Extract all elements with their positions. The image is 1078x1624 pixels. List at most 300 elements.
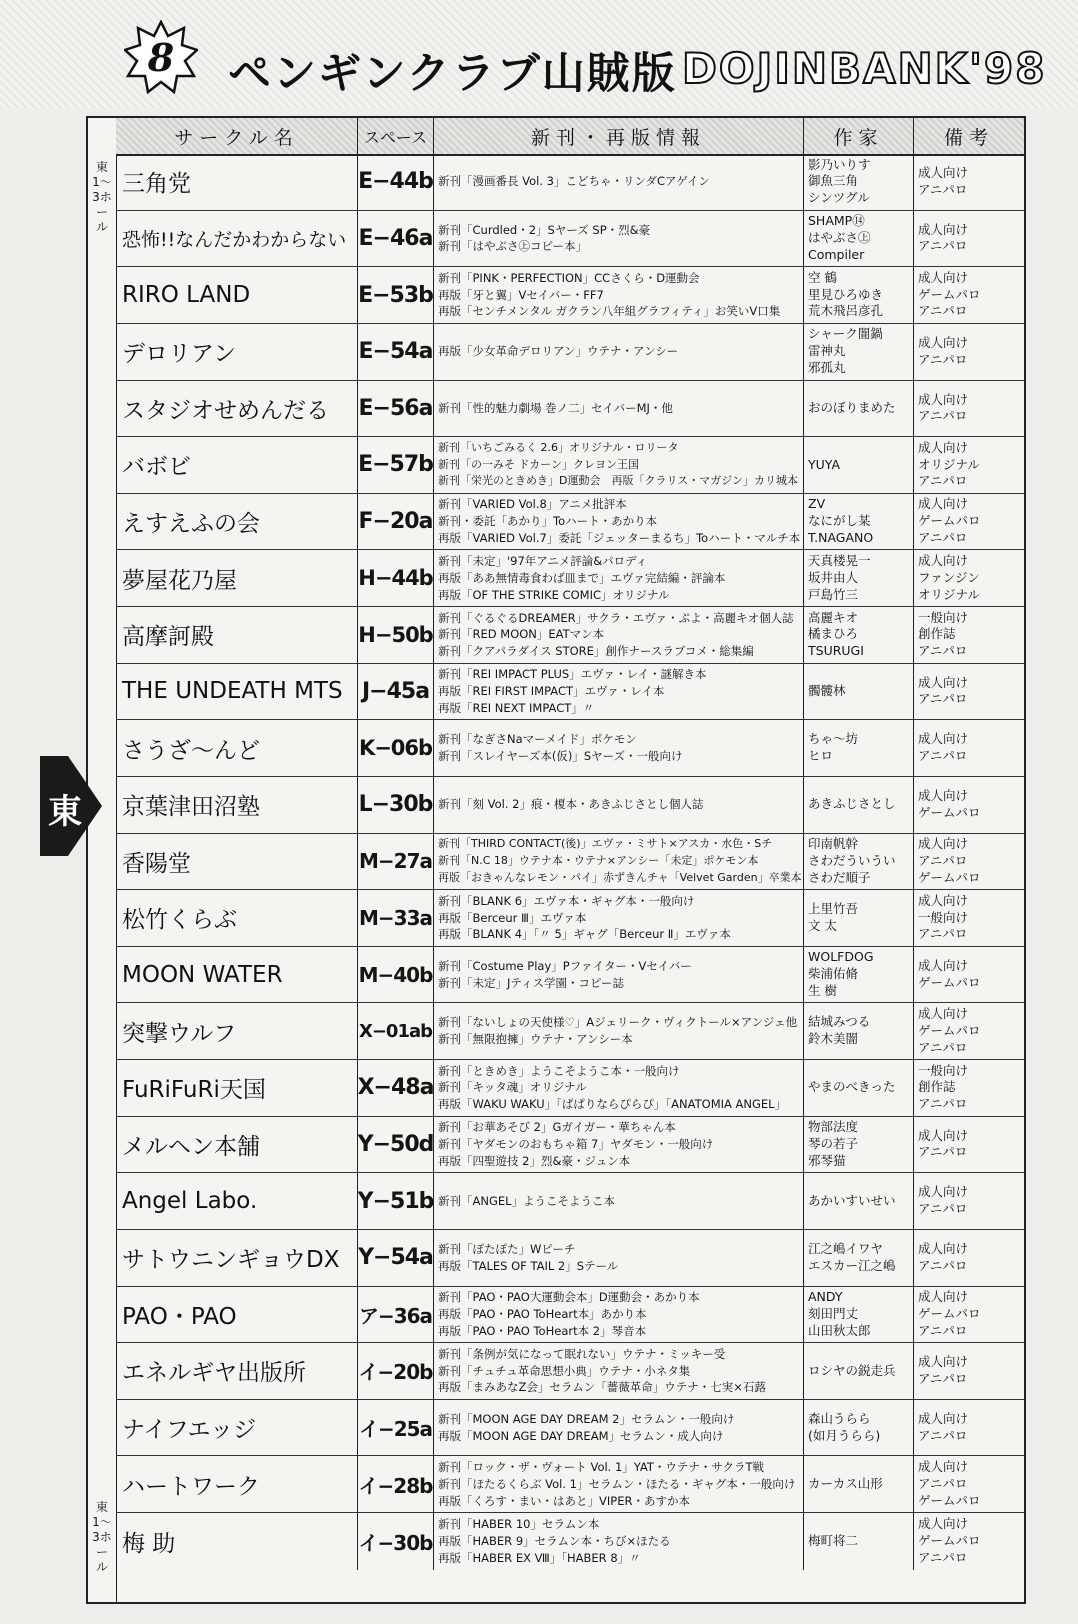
- info-line: 新刊「Curdled・2」Sヤーズ SP・烈&豪: [438, 222, 651, 237]
- space-number: E−46a: [358, 211, 434, 267]
- author-cell: [804, 381, 914, 437]
- column-header-space: スペース: [358, 118, 434, 154]
- author-name: 戸島竹三: [808, 586, 859, 602]
- info-line: 新刊「いちごみるく 2.6」オリジナル・ロリータ: [438, 440, 679, 454]
- author-name: ANDY: [808, 1289, 843, 1305]
- info-line: 新刊「ないしょの天使様♡」Aジェリーク・ヴィクトール×アンジェ他: [438, 1015, 798, 1030]
- remark-tag: ゲームパロ: [918, 974, 981, 990]
- space-number: J−45a: [358, 664, 434, 720]
- circle-name: RIRO LAND: [116, 267, 358, 323]
- author-cell: [804, 437, 914, 493]
- info-line: 再版「PAO・PAO ToHeart本」あかり本: [438, 1306, 647, 1321]
- circle-name: 夢屋花乃屋: [116, 550, 358, 606]
- author-name: ZV: [808, 496, 826, 512]
- circle-name: エネルギヤ出版所: [116, 1343, 358, 1399]
- remark-cell: [914, 834, 1024, 890]
- author-name: WOLFDOG: [808, 949, 874, 965]
- table-row: [116, 834, 1024, 891]
- author-name: さわだういうい: [808, 852, 896, 868]
- author-cell: [804, 211, 914, 267]
- remark-tag: アニパロ: [918, 852, 968, 868]
- author-name: 荒木飛呂彦孔: [808, 303, 884, 319]
- remark-tag: アニパロ: [918, 1475, 968, 1491]
- info-line: 再版「Berceur Ⅲ」エヴァ本: [438, 910, 587, 925]
- author-name: SHAMP⑭: [808, 213, 865, 229]
- table-row: [116, 211, 1024, 268]
- author-cell: [804, 1456, 914, 1512]
- remark-cell: [914, 381, 1024, 437]
- circle-name: ナイフエッジ: [116, 1400, 358, 1456]
- remark-cell: [914, 777, 1024, 833]
- space-number: K−06b: [358, 720, 434, 776]
- remark-cell: [914, 267, 1024, 323]
- column-header-author: 作家: [804, 118, 914, 154]
- author-cell: [804, 324, 914, 380]
- remark-tag: アニパロ: [918, 181, 968, 197]
- info-line: 再版「四聖遊技 2」烈&豪・ジュン本: [438, 1153, 631, 1168]
- info-line: 新刊「ほたるくらぶ Vol. 1」セラムン・ほたる・ギャグ本・一般向け: [438, 1476, 796, 1491]
- remark-tag: ゲームパロ: [918, 286, 981, 302]
- space-number: Y−51b: [358, 1173, 434, 1229]
- remark-cell: [914, 154, 1024, 210]
- circle-name: PAO・PAO: [116, 1287, 358, 1343]
- info-cell: [434, 1117, 804, 1173]
- author-name: 空 鶴: [808, 269, 837, 285]
- table-row: [116, 437, 1024, 494]
- author-cell: [804, 1117, 914, 1173]
- author-name: 影乃いりす: [808, 156, 871, 172]
- remark-tag: 成人向け: [918, 674, 969, 690]
- remark-tag: アニパロ: [918, 529, 968, 545]
- author-cell: [804, 890, 914, 946]
- remark-tag: ゲームパロ: [918, 1305, 981, 1321]
- remark-tag: 創作誌: [918, 626, 956, 642]
- remark-tag: 成人向け: [918, 892, 969, 908]
- author-name: Compiler: [808, 246, 865, 262]
- remark-cell: [914, 1230, 1024, 1286]
- table-row: [116, 1513, 1024, 1570]
- remark-tag: 成人向け: [918, 334, 969, 350]
- space-number: L−30b: [358, 777, 434, 833]
- remark-tag: アニパロ: [918, 1549, 968, 1565]
- info-line: 新刊「未定」'97年アニメ評論&パロディ: [438, 553, 648, 568]
- remark-tag: ゲームパロ: [918, 1492, 981, 1508]
- author-cell: [804, 1060, 914, 1116]
- author-name: 邪琴猫: [808, 1152, 846, 1168]
- info-cell: [434, 1003, 804, 1059]
- table-row: [116, 1060, 1024, 1117]
- remark-tag: 成人向け: [918, 165, 969, 181]
- info-line: 新刊「PAO・PAO大運動会本」D運動会・あかり本: [438, 1290, 700, 1305]
- section-marker-label: 東: [48, 792, 82, 832]
- info-cell: [434, 550, 804, 606]
- info-line: 再版「WAKU WAKU」「ぱぱりならぴらぴ」「ANATOMIA ANGEL」: [438, 1097, 787, 1112]
- remark-tag: 一般向け: [918, 609, 969, 625]
- author-name: ロシヤの鋭走兵: [808, 1362, 896, 1378]
- info-line: 再版「牙と翼」Vセイバー・FF7: [438, 287, 604, 302]
- space-number: Y−50d: [358, 1117, 434, 1173]
- remark-tag: アニパロ: [918, 473, 968, 489]
- author-name: ちゃ〜坊: [808, 731, 859, 747]
- info-line: 新刊「条例が気になって眠れない」ウテナ・ミッキー受: [438, 1346, 726, 1361]
- remark-tag: 成人向け: [918, 221, 969, 237]
- remark-tag: ゲームパロ: [918, 1022, 981, 1038]
- info-line: 再版「少女革命デロリアン」ウテナ・アンシー: [438, 344, 679, 359]
- circle-name: 高摩訶殿: [116, 607, 358, 663]
- info-line: 新刊「性的魅力劇場 巻ノ二」セイバーMJ・他: [438, 400, 673, 415]
- remark-tag: アニパロ: [918, 748, 968, 764]
- remark-tag: 成人向け: [918, 836, 969, 852]
- author-cell: [804, 1230, 914, 1286]
- page-number: 8: [147, 34, 175, 80]
- author-name: 琴の若子: [808, 1136, 859, 1152]
- table-row: [116, 1456, 1024, 1513]
- circle-name: スタジオせめんだる: [116, 381, 358, 437]
- info-line: 新刊「N.C 18」ウテナ本・ウテナ×アンシー「未定」ポケモン本: [438, 853, 759, 867]
- info-line: 新刊「はやぶさ㊤コピー本」: [438, 239, 588, 254]
- circle-name: デロリアン: [116, 324, 358, 380]
- circle-name: MOON WATER: [116, 947, 358, 1003]
- author-name: 柴浦佑脩: [808, 966, 859, 982]
- remark-tag: 成人向け: [918, 439, 969, 455]
- remark-tag: 成人向け: [918, 1127, 969, 1143]
- remark-tag: アニパロ: [918, 1322, 968, 1338]
- space-number: イ−28b: [358, 1456, 434, 1512]
- space-number: E−57b: [358, 437, 434, 493]
- info-line: 再版「BLANK 4」「〃 5」ギャグ「Berceur Ⅱ」エヴァ本: [438, 927, 731, 942]
- circle-name: 京葉津田沼塾: [116, 777, 358, 833]
- remark-tag: 成人向け: [918, 391, 969, 407]
- author-name: はやぶさ㊤: [808, 230, 871, 246]
- table-row: [116, 1117, 1024, 1174]
- remark-tag: 創作誌: [918, 1079, 956, 1095]
- remark-tag: アニパロ: [918, 1201, 968, 1217]
- space-number: H−44b: [358, 550, 434, 606]
- remark-cell: [914, 890, 1024, 946]
- table-row: [116, 550, 1024, 607]
- remark-tag: 成人向け: [918, 731, 969, 747]
- remark-cell: [914, 607, 1024, 663]
- space-number: イ−20b: [358, 1343, 434, 1399]
- info-line: 新刊「ヤダモンのおもちゃ箱 7」ヤダモン・一般向け: [438, 1137, 714, 1152]
- remark-tag: 成人向け: [918, 1240, 969, 1256]
- author-name: T.NAGANO: [808, 529, 874, 545]
- author-name: 江之嶋イワヤ: [808, 1240, 884, 1256]
- remark-tag: 成人向け: [918, 269, 969, 285]
- remark-tag: 一般向け: [918, 909, 969, 925]
- author-name: 御魚三角: [808, 173, 859, 189]
- author-name: 上里竹吾: [808, 901, 859, 917]
- remark-tag: 一般向け: [918, 1062, 969, 1078]
- circle-name: サトウニンギョウDX: [116, 1230, 358, 1286]
- author-name: 坂井由人: [808, 569, 859, 585]
- table-row: [116, 1343, 1024, 1400]
- remark-tag: 成人向け: [918, 1458, 969, 1474]
- table-row: [116, 664, 1024, 721]
- info-cell: [434, 381, 804, 437]
- remark-cell: [914, 437, 1024, 493]
- table-row: [116, 890, 1024, 947]
- info-line: 再版「REI FIRST IMPACT」エヴァ・レイ本: [438, 684, 665, 699]
- remark-cell: [914, 1287, 1024, 1343]
- remark-tag: ゲームパロ: [918, 513, 981, 529]
- info-cell: [434, 1287, 804, 1343]
- table-row: [116, 1003, 1024, 1060]
- hall-label-bottom: 東1〜3ホール: [92, 1500, 112, 1574]
- info-line: 再版「HABER 9」セラムン本・ちび×ほたる: [438, 1533, 671, 1548]
- info-line: 新刊「THIRD CONTACT(後)」エヴァ・ミサト×アスカ・水色・Sチ: [438, 837, 773, 851]
- info-cell: [434, 947, 804, 1003]
- info-line: 新刊「ときめき」ようこそようこ本・一般向け: [438, 1063, 680, 1078]
- remark-tag: アニパロ: [918, 1427, 968, 1443]
- info-line: 再版「おきゃんなレモン・パイ」赤ずきんチャ「Velvet Garden」卒業本: [438, 870, 802, 884]
- table-body: [116, 154, 1024, 1602]
- info-line: 新刊「キッタ魂」オリジナル: [438, 1080, 587, 1095]
- table-row: [116, 607, 1024, 664]
- info-line: 新刊「Costume Play」Pファイター・Vセイバー: [438, 958, 692, 973]
- info-cell: [434, 1173, 804, 1229]
- circle-name: 三角党: [116, 154, 358, 210]
- circle-name: THE UNDEATH MTS: [116, 664, 358, 720]
- space-number: M−27a: [358, 834, 434, 890]
- info-cell: [434, 834, 804, 890]
- remark-tag: 成人向け: [918, 496, 969, 512]
- info-line: 新刊「の一みそ ドカーン」クレヨン王国: [438, 457, 639, 471]
- circle-table: [86, 116, 1026, 1604]
- author-cell: [804, 947, 914, 1003]
- info-line: 新刊「ロック・ザ・ヴォート Vol. 1」YAT・ウテナ・サクラT戦: [438, 1459, 764, 1474]
- info-line: 新刊「ぐるぐるDREAMER」サクラ・エヴァ・ぷよ・高麗キオ個人誌: [438, 610, 794, 625]
- info-cell: [434, 664, 804, 720]
- info-cell: [434, 154, 804, 210]
- space-number: E−56a: [358, 381, 434, 437]
- info-line: 新刊「刻 Vol. 2」痕・榎本・あきふじさとし個人誌: [438, 797, 704, 812]
- author-name: 森山うらら: [808, 1410, 871, 1426]
- remark-tag: アニパロ: [918, 238, 968, 254]
- space-number: E−44b: [358, 154, 434, 210]
- remark-cell: [914, 211, 1024, 267]
- space-number: H−50b: [358, 607, 434, 663]
- space-number: X−01ab: [358, 1003, 434, 1059]
- info-line: 新刊「未定」Jティス学園・コピー誌: [438, 975, 625, 990]
- remark-tag: オリジナル: [918, 456, 980, 472]
- remark-tag: アニパロ: [918, 691, 968, 707]
- info-cell: [434, 211, 804, 267]
- remark-tag: 成人向け: [918, 1354, 969, 1370]
- table-row: [116, 1287, 1024, 1344]
- remark-tag: 成人向け: [918, 552, 969, 568]
- author-name: 生 樹: [808, 982, 837, 998]
- author-cell: [804, 1343, 914, 1399]
- info-cell: [434, 1456, 804, 1512]
- info-cell: [434, 1230, 804, 1286]
- circle-name: 松竹くらぶ: [116, 890, 358, 946]
- remark-tag: アニパロ: [918, 351, 968, 367]
- author-name: 髑髏林: [808, 683, 846, 699]
- table-row: [116, 947, 1024, 1004]
- space-number: F−20a: [358, 494, 434, 550]
- circle-name: 香陽堂: [116, 834, 358, 890]
- info-cell: [434, 1060, 804, 1116]
- remark-tag: ゲームパロ: [918, 869, 981, 885]
- remark-tag: アニパロ: [918, 1039, 968, 1055]
- author-name: なにがし某: [808, 513, 871, 529]
- info-line: 再版「ああ無情毒食わば皿まで」エヴァ完結編・評論本: [438, 570, 726, 585]
- info-line: 新刊「栄光のときめき」D運動会 再版「クラリス・マガジン」カリ城本: [438, 474, 798, 488]
- author-name: TSURUGI: [808, 643, 864, 659]
- author-name: YUYA: [808, 456, 841, 472]
- info-line: 再版「OF THE STRIKE COMIC」オリジナル: [438, 587, 670, 602]
- author-name: 物部法度: [808, 1119, 859, 1135]
- info-line: 再版「センチメンタル ガクラン八年組グラフィティ」お笑いV口集: [438, 304, 781, 319]
- page-title: ペンギンクラブ山賊版: [228, 49, 677, 99]
- column-header-info: 新刊・再版情報: [434, 118, 804, 154]
- author-name: 梅町将二: [808, 1532, 859, 1548]
- info-line: 再版「REI NEXT IMPACT」〃: [438, 700, 595, 715]
- remark-tag: 成人向け: [918, 1289, 969, 1305]
- circle-name: Angel Labo.: [116, 1173, 358, 1229]
- info-line: 新刊「漫画番長 Vol. 3」こどちゃ・リンダCアゲイン: [438, 174, 710, 189]
- table-row: [116, 1230, 1024, 1287]
- space-number: E−53b: [358, 267, 434, 323]
- remark-tag: アニパロ: [918, 1257, 968, 1273]
- info-line: 新刊「VARIED Vol.8」アニメ批評本: [438, 497, 627, 512]
- remark-tag: アニパロ: [918, 1144, 968, 1160]
- remark-cell: [914, 324, 1024, 380]
- column-header-name: サークル名: [116, 118, 358, 154]
- circle-name: バボビ: [116, 437, 358, 493]
- info-cell: [434, 1400, 804, 1456]
- remark-tag: 成人向け: [918, 1184, 969, 1200]
- page-number-badge: [124, 20, 198, 94]
- info-line: 新刊「PINK・PERFECTION」CCさくら・D運動会: [438, 270, 700, 285]
- space-number: イ−30b: [358, 1513, 434, 1570]
- author-cell: [804, 664, 914, 720]
- remark-cell: [914, 1173, 1024, 1229]
- remark-tag: アニパロ: [918, 926, 968, 942]
- table-row: [116, 1173, 1024, 1230]
- remark-tag: オリジナル: [918, 586, 980, 602]
- author-name: シャーク闇鍋: [808, 326, 883, 342]
- author-name: あかいすいせい: [808, 1192, 896, 1208]
- table-row: [116, 154, 1024, 211]
- author-name: シンツグル: [808, 190, 870, 206]
- remark-tag: ゲームパロ: [918, 1532, 981, 1548]
- info-line: 新刊「チュチュ革命思想小典」ウテナ・小ネタ集: [438, 1363, 691, 1378]
- info-cell: [434, 720, 804, 776]
- info-line: 再版「HABER EX Ⅷ」「HABER 8」〃: [438, 1550, 641, 1565]
- remark-cell: [914, 550, 1024, 606]
- remark-tag: ファンジン: [918, 569, 980, 585]
- remark-cell: [914, 1400, 1024, 1456]
- author-name: (如月うらら): [808, 1427, 881, 1443]
- info-line: 新刊「BLANK 6」エヴァ本・ギャグ本・一般向け: [438, 893, 695, 908]
- remark-cell: [914, 947, 1024, 1003]
- author-name: 結城みつる: [808, 1014, 871, 1030]
- table-row: [116, 494, 1024, 551]
- author-name: 里見ひろゆき: [808, 286, 884, 302]
- remark-tag: 成人向け: [918, 1410, 969, 1426]
- author-cell: [804, 1003, 914, 1059]
- author-name: エスカー江之嶋: [808, 1257, 896, 1273]
- info-line: 新刊「HABER 10」セラムン本: [438, 1517, 600, 1532]
- space-number: Y−54a: [358, 1230, 434, 1286]
- author-cell: [804, 777, 914, 833]
- info-cell: [434, 1513, 804, 1570]
- space-number: ア−36a: [358, 1287, 434, 1343]
- space-number: M−33a: [358, 890, 434, 946]
- remark-tag: アニパロ: [918, 408, 968, 424]
- table-row: [116, 324, 1024, 381]
- remark-cell: [914, 1117, 1024, 1173]
- author-cell: [804, 607, 914, 663]
- info-line: 新刊「REI IMPACT PLUS」エヴァ・レイ・謎解き本: [438, 667, 707, 682]
- author-name: おのぼりまめた: [808, 399, 896, 415]
- author-name: 天真楼晃一: [808, 552, 871, 568]
- table-header: [116, 118, 1024, 156]
- author-cell: [804, 154, 914, 210]
- remark-tag: ゲームパロ: [918, 804, 981, 820]
- space-number: M−40b: [358, 947, 434, 1003]
- author-name: さわだ順子: [808, 869, 871, 885]
- author-name: 鈴木美闇: [808, 1031, 859, 1047]
- info-line: 新刊・委託「あかり」Toハート・あかり本: [438, 514, 658, 529]
- circle-name: えすえふの会: [116, 494, 358, 550]
- remark-cell: [914, 1343, 1024, 1399]
- info-line: 再版「VARIED Vol.7」委託「ジェッターまるち」Toハート・マルチ本: [438, 530, 801, 545]
- remark-tag: アニパロ: [918, 1370, 968, 1386]
- info-cell: [434, 1343, 804, 1399]
- space-number: E−54a: [358, 324, 434, 380]
- author-cell: [804, 494, 914, 550]
- info-line: 新刊「お華あそび 2」Gガイガー・華ちゃん本: [438, 1120, 676, 1135]
- circle-name: メルヘン本舗: [116, 1117, 358, 1173]
- remark-cell: [914, 1513, 1024, 1570]
- remark-tag: アニパロ: [918, 643, 968, 659]
- remark-tag: 成人向け: [918, 787, 969, 803]
- space-number: X−48a: [358, 1060, 434, 1116]
- table-row: [116, 720, 1024, 777]
- section-marker: [40, 756, 102, 856]
- author-name: 雷神丸: [808, 343, 846, 359]
- author-cell: [804, 1173, 914, 1229]
- remark-tag: 成人向け: [918, 1005, 969, 1021]
- info-line: 再版「まみあなZ会」セラムン「薔薇革命」ウテナ・七実×石蕗: [438, 1380, 766, 1395]
- circle-name: ハートワーク: [116, 1456, 358, 1512]
- author-name: 文 太: [808, 917, 837, 933]
- circle-name: さうざ〜んど: [116, 720, 358, 776]
- circle-name: FuRiFuRi天国: [116, 1060, 358, 1116]
- circle-name: 突撃ウルフ: [116, 1003, 358, 1059]
- author-name: 橘まひろ: [808, 626, 859, 642]
- remark-tag: 成人向け: [918, 1516, 969, 1532]
- remark-tag: アニパロ: [918, 303, 968, 319]
- info-line: 新刊「スレイヤーズ本(仮)」Sヤーズ・一般向け: [438, 749, 683, 764]
- info-cell: [434, 607, 804, 663]
- author-cell: [804, 267, 914, 323]
- circle-name: 恐怖!!なんだかわからない: [116, 211, 358, 267]
- author-cell: [804, 1287, 914, 1343]
- info-cell: [434, 437, 804, 493]
- space-number: イ−25a: [358, 1400, 434, 1456]
- author-name: 高麗キオ: [808, 609, 859, 625]
- remark-cell: [914, 1003, 1024, 1059]
- table-row: [116, 381, 1024, 438]
- author-cell: [804, 834, 914, 890]
- author-name: 刻田門丈: [808, 1305, 859, 1321]
- remark-tag: 成人向け: [918, 957, 969, 973]
- info-line: 新刊「ぽたぽた」Wピーチ: [438, 1241, 576, 1256]
